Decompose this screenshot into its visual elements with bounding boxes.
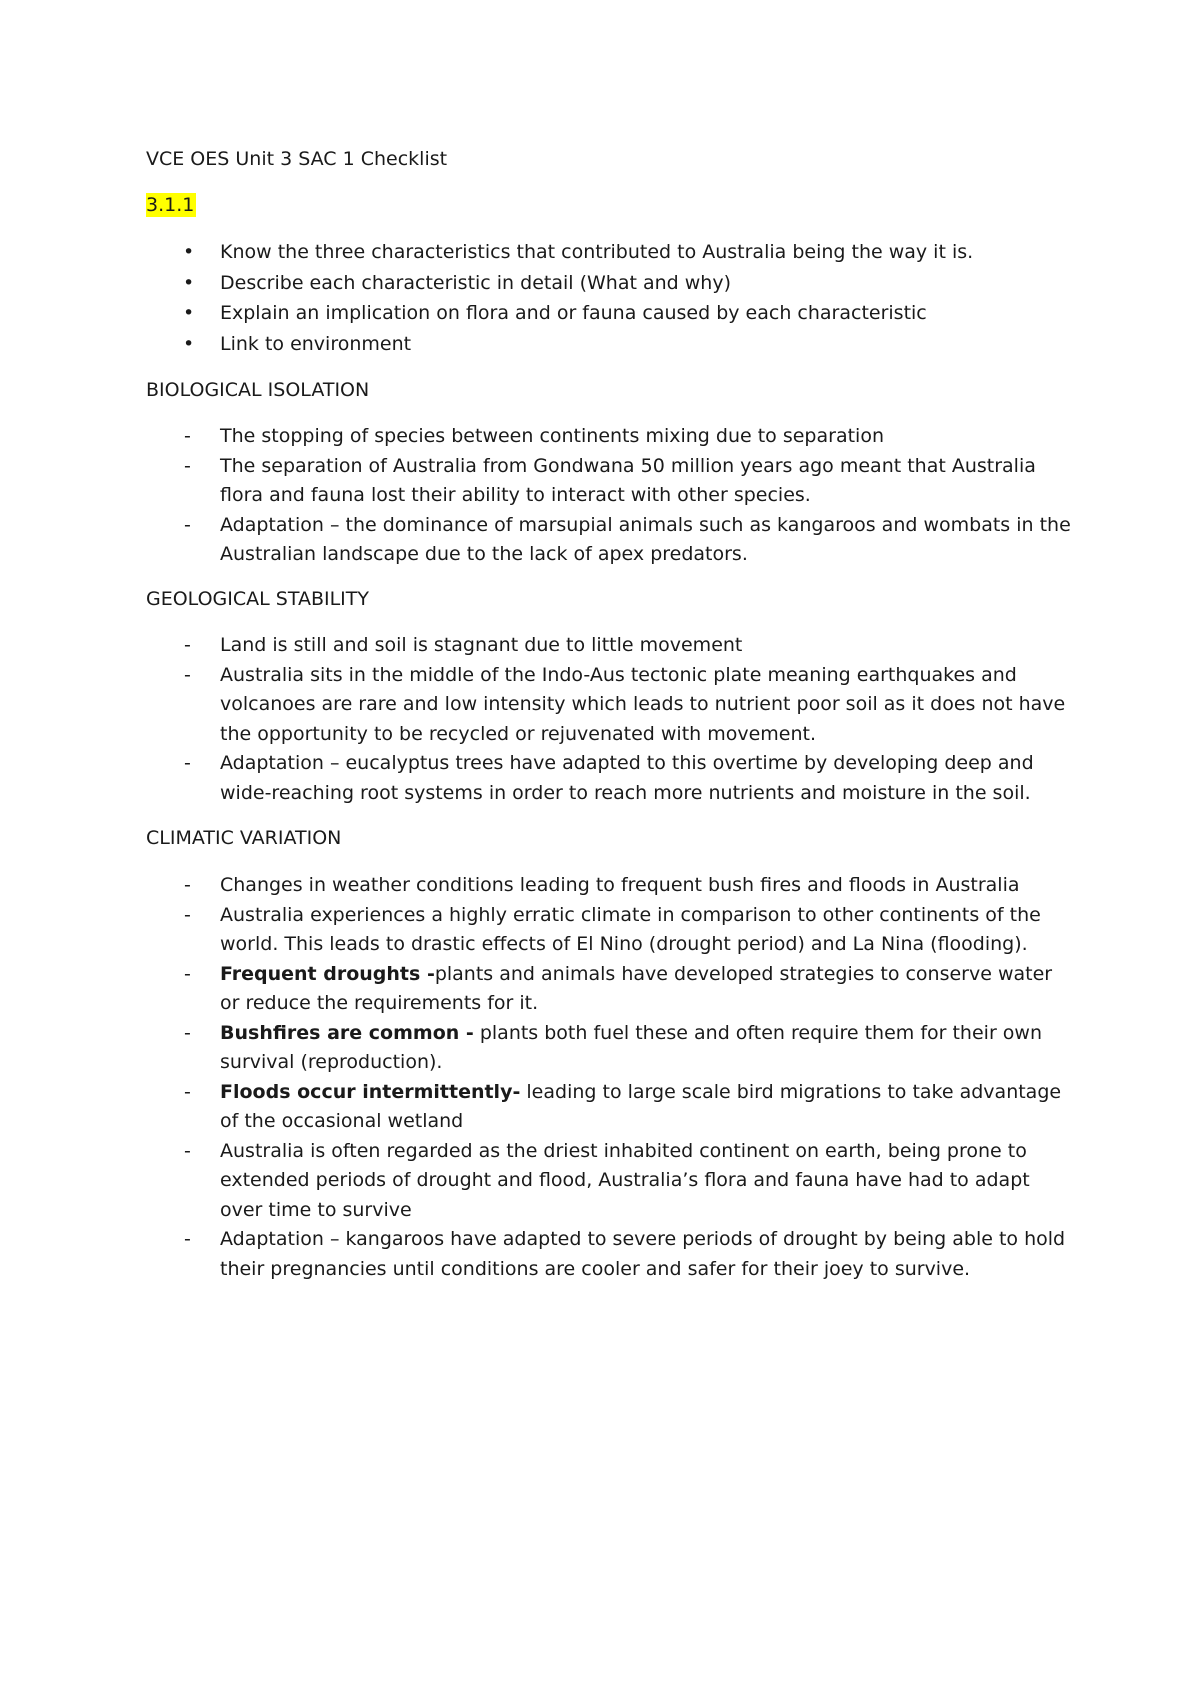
climatic-item-bushfires (146, 1019, 1076, 1078)
biological-item: - The separation of Australia from Gondwana 50 million years ago meant that Australia flora and fauna lost their ability to interact with other species. (146, 452, 1076, 511)
geological-item: - Australia sits in the middle of the Indo-Aus tectonic plate meaning earthquakes and volcanoes are rare and low intensity which leads to nutrient poor soil as it does not have the opportunity to be recycled or rejuvenated with movement. (146, 661, 1076, 750)
climatic-item: - Australia is often regarded as the driest inhabited continent on earth, being prone to extended periods of drought and flood, Australia’s flora and fauna have had to adapt over time to survive (146, 1137, 1076, 1226)
climatic-list (146, 871, 1076, 1284)
section-id-highlight: 3.1.1 (146, 194, 195, 216)
biological-item: - The stopping of species between continents mixing due to separation (146, 422, 1076, 452)
biological-item: - Adaptation – the dominance of marsupial animals such as kangaroos and wombats in the Australian landscape due to the lack of apex predators. (146, 511, 1076, 570)
geological-item: - Adaptation – eucalyptus trees have adapted to this overtime by developing deep and wide-reaching root systems in order to reach more nutrients and moisture in the soil. (146, 749, 1076, 808)
checklist-item: • Know the three characteristics that contributed to Australia being the way it is. (146, 238, 1076, 268)
checklist-item: • Describe each characteristic in detail (What and why) (146, 269, 1076, 299)
climatic-item: - Australia experiences a highly erratic climate in comparison to other continents of the world. This leads to drastic effects of El Nino (drought period) and La Nina (flooding). (146, 901, 1076, 960)
checklist-item: • Explain an implication on flora and or fauna caused by each characteristic (146, 299, 1076, 329)
climatic-item-floods (146, 1078, 1076, 1137)
geological-list (146, 631, 1076, 808)
geological-heading: GEOLOGICAL STABILITY (146, 588, 369, 610)
climatic-item: - Changes in weather conditions leading to frequent bush fires and floods in Australia (146, 871, 1076, 901)
climatic-heading: CLIMATIC VARIATION (146, 827, 342, 849)
floods-label: Floods occur intermittently- (220, 1080, 521, 1103)
droughts-text: plants and animals have developed strategies to conserve water or reduce the requirements for it. (220, 962, 1053, 1014)
bushfires-label: Bushfires are common - (220, 1021, 474, 1044)
document-title: VCE OES Unit 3 SAC 1 Checklist (146, 148, 448, 170)
checklist-item: • Link to environment (146, 330, 1076, 360)
geological-item: - Land is still and soil is stagnant due to little movement (146, 631, 1076, 661)
biological-heading: BIOLOGICAL ISOLATION (146, 379, 370, 401)
climatic-item: - Adaptation – kangaroos have adapted to severe periods of drought by being able to hold their pregnancies until conditions are cooler and safer for their joey to survive. (146, 1225, 1076, 1284)
droughts-label: Frequent droughts - (220, 962, 435, 985)
floods-text: leading to large scale bird migrations to take advantage of the occasional wetland (220, 1080, 1062, 1132)
checklist-list (146, 238, 1076, 359)
bushfires-text: plants both fuel these and often require them for their own survival (reproduction). (220, 1021, 1042, 1073)
climatic-item-droughts (146, 960, 1076, 1019)
biological-list (146, 422, 1076, 570)
